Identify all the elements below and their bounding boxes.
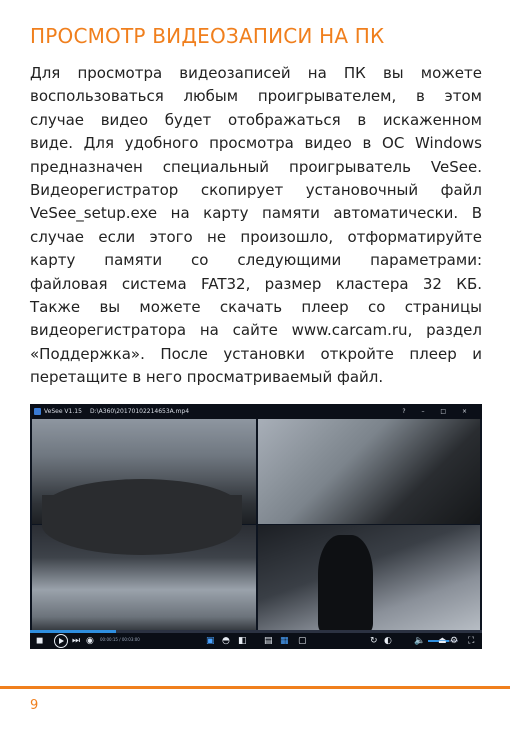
layout-split-icon[interactable]: ▤ [264,636,273,646]
body-line: воспользоваться любым проигрывателем, в этом [30,87,482,106]
body-line: предназначен специальный проигрыватель VeSee. [30,157,482,176]
player-titlebar [30,404,482,419]
volume-icon[interactable]: 🔈 [414,636,426,646]
layout-single-icon[interactable]: ▢ [298,636,307,646]
layout-grid-icon[interactable]: ▦ [280,636,289,646]
view-mode-2-icon[interactable]: ◓ [222,636,230,646]
vesee-logo-icon [34,408,41,415]
playback-time: 00:00:15 / 00:03:00 [100,637,140,642]
body-line: перетащите в него просматриваемый файл. [30,368,384,387]
footer-divider [0,686,510,689]
body-line: видеорегистратора на сайте www.carcam.ru, раздел [30,321,482,340]
player-window-controls[interactable]: ? – □ × [402,408,474,415]
body-line: Для просмотра видеозаписей на ПК вы можете [30,64,482,82]
body-line: «Поддержка». После установки откройте плеер и [30,344,482,363]
play-icon[interactable] [54,634,68,648]
body-line: Видеорегистратор скопирует установочный файл [30,181,482,200]
body-text [30,62,482,390]
stop-icon[interactable]: ◼ [36,636,44,646]
body-line: файловая система FAT32, размер кластера 32 КБ. [30,274,482,293]
brightness-icon[interactable]: ◐ [384,636,392,646]
body-line: Также вы можете скачать плеер со страницы [30,298,482,317]
player-file-path: D:\A360\20170102214653A.mp4 [90,408,190,415]
body-line: случае видео будет отображаться в искаженном [30,110,482,129]
player-app-name: VeSee V1.15 [44,408,82,415]
next-frame-icon[interactable]: ⏭ [72,636,81,646]
video-view-right [258,419,480,524]
body-line: VeSee_setup.exe на карту памяти автоматически. В [30,204,482,223]
player-controls [30,633,482,649]
body-line: карту памяти со следующими параметрами: [30,251,482,270]
body-line: виде. Для удобного просмотра видео в ОС Windows [30,134,482,153]
eject-icon[interactable]: ⏏ [438,636,447,646]
view-mode-1-icon[interactable]: ▣ [206,636,215,646]
video-view-dash [32,525,256,633]
view-mode-3-icon[interactable]: ◧ [238,636,247,646]
page-title: ПРОСМОТР ВИДЕОЗАПИСИ НА ПК [30,24,385,48]
record-icon[interactable]: ◉ [86,636,94,646]
video-view-cabin [258,525,480,633]
vesee-player-screenshot [30,404,482,649]
body-line: случае если этого не произошло, отформатируйте [30,227,482,246]
fullscreen-icon[interactable]: ⛶ [468,636,475,646]
rotate-icon[interactable]: ↻ [370,636,378,646]
settings-icon[interactable]: ⚙ [450,636,459,646]
page-number: 9 [30,698,39,713]
